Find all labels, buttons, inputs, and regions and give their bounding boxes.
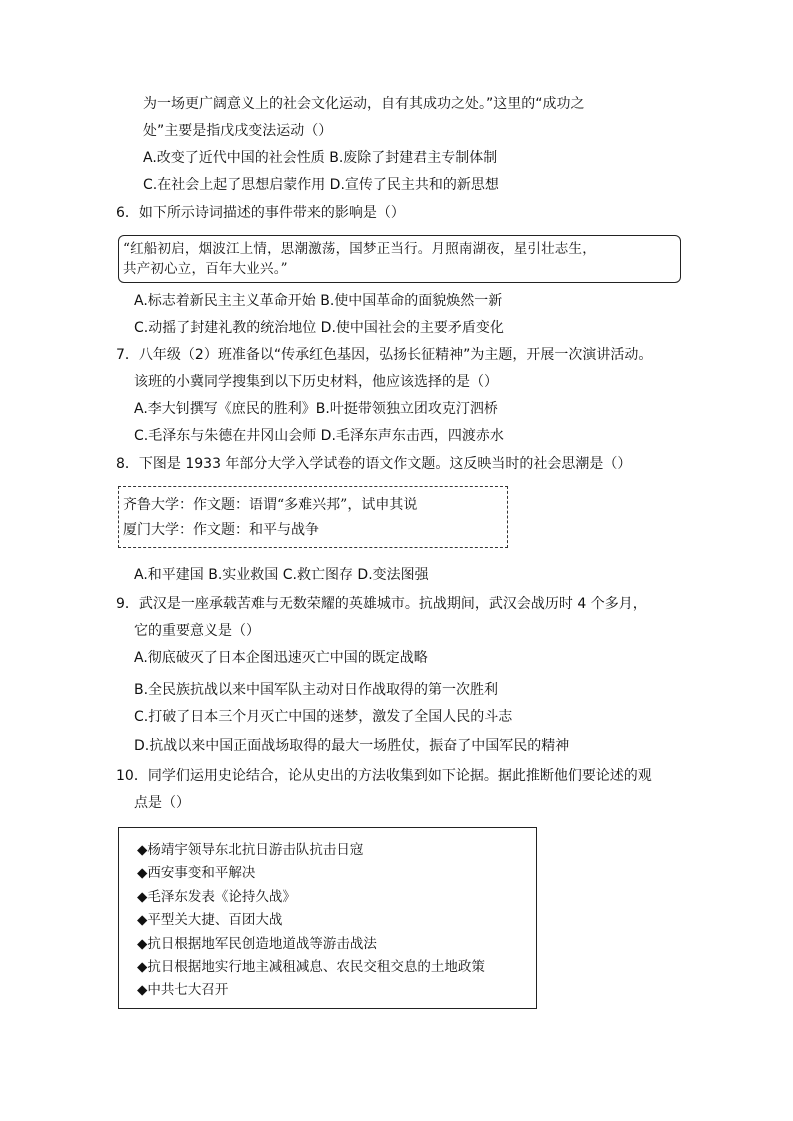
list-item: ◆西安事变和平解决 — [137, 865, 256, 882]
q8-box-line1: 齐鲁大学：作文题：语谓“多难兴邦”，试申其说 — [123, 497, 418, 513]
list-item: ◆抗日根据地军民创造地道战等游击战法 — [137, 935, 377, 952]
q10-stem-line1: 10．同学们运用史论结合，论从史出的方法收集到如下论据。据此推断他们要论述的观 — [116, 768, 652, 784]
q9-stem-line2: 它的重要意义是（） — [134, 623, 260, 639]
list-item: ◆平型关大捷、百团大战 — [137, 912, 283, 929]
q6-poem-line2: 共产初心立，百年大业兴。” — [123, 261, 288, 277]
list-item: ◆杨靖宇领导东北抗日游击队抗击日寇 — [137, 842, 364, 858]
q10-evidence-box — [118, 827, 537, 1009]
q9-option-c: C.打破了日本三个月灭亡中国的迷梦，激发了全国人民的斗志 — [134, 709, 513, 725]
q5-options-cd: C.在社会上起了思想启蒙作用 D.宣传了民主共和的新思想 — [143, 177, 499, 193]
list-item: ◆抗日根据地实行地主减租减息、农民交租交息的土地政策 — [137, 959, 485, 976]
q9-option-d: D.抗战以来中国正面战场取得的最大一场胜仗，振奋了中国军民的精神 — [134, 738, 570, 754]
q6-options-cd: C.动摇了封建礼教的统治地位 D.使中国社会的主要矛盾变化 — [134, 320, 504, 336]
q6-options-ab: A.标志着新民主主义革命开始 B.使中国革命的面貌焕然一新 — [134, 293, 503, 309]
q8-options: A.和平建国 B.实业救国 C.救亡图存 D.变法图强 — [134, 567, 429, 583]
q9-stem-line1: 9．武汉是一座承载苦难与无数荣耀的英雄城市。抗战期间，武汉会战历时 4 个多月， — [116, 596, 647, 612]
q9-option-a: A.彻底破灭了日本企图迅速灭亡中国的既定战略 — [134, 650, 428, 666]
list-item: ◆毛泽东发表《论持久战》 — [137, 888, 296, 905]
q6-stem: 6．如下所示诗词描述的事件带来的影响是（） — [116, 205, 405, 221]
q9-option-b: B.全民族抗战以来中国军队主动对日作战取得的第一次胜利 — [134, 682, 499, 698]
q7-options-cd: C.毛泽东与朱德在井冈山会师 D.毛泽东声东击西，四渡赤水 — [134, 428, 504, 444]
q8-exam-box — [118, 486, 508, 548]
q5-options-ab: A.改变了近代中国的社会性质 B.废除了封建君主专制体制 — [143, 150, 498, 166]
q8-stem: 8．下图是 1933 年部分大学入学试卷的语文作文题。这反映当时的社会思潮是（） — [116, 456, 632, 472]
q8-box-line2: 厦门大学：作文题：和平与战争 — [123, 522, 319, 538]
q7-options-ab: A.李大钊撰写《庶民的胜利》B.叶挺带领独立团攻克汀泗桥 — [134, 401, 498, 417]
q6-poem-line1: “红船初启，烟波江上情，思潮激荡，国梦正当行。月照南湖夜，星引壮志生， — [123, 241, 596, 257]
q7-stem-line1: 7．八年级（2）班准备以“传承红色基因，弘扬长征精神”为主题，开展一次演讲活动。 — [116, 347, 653, 363]
q7-stem-line2: 该班的小冀同学搜集到以下历史材料，他应该选择的是（） — [134, 374, 498, 390]
q5-stem-line2: 处”主要是指戊戌变法运动（） — [143, 123, 333, 139]
q6-poem-box — [118, 235, 681, 283]
q10-stem-line2: 点是（） — [134, 795, 190, 811]
q5-stem-line1: 为一场更广阔意义上的社会文化运动，自有其成功之处。”这里的“成功之 — [143, 96, 585, 112]
list-item: ◆中共七大召开 — [137, 982, 229, 999]
